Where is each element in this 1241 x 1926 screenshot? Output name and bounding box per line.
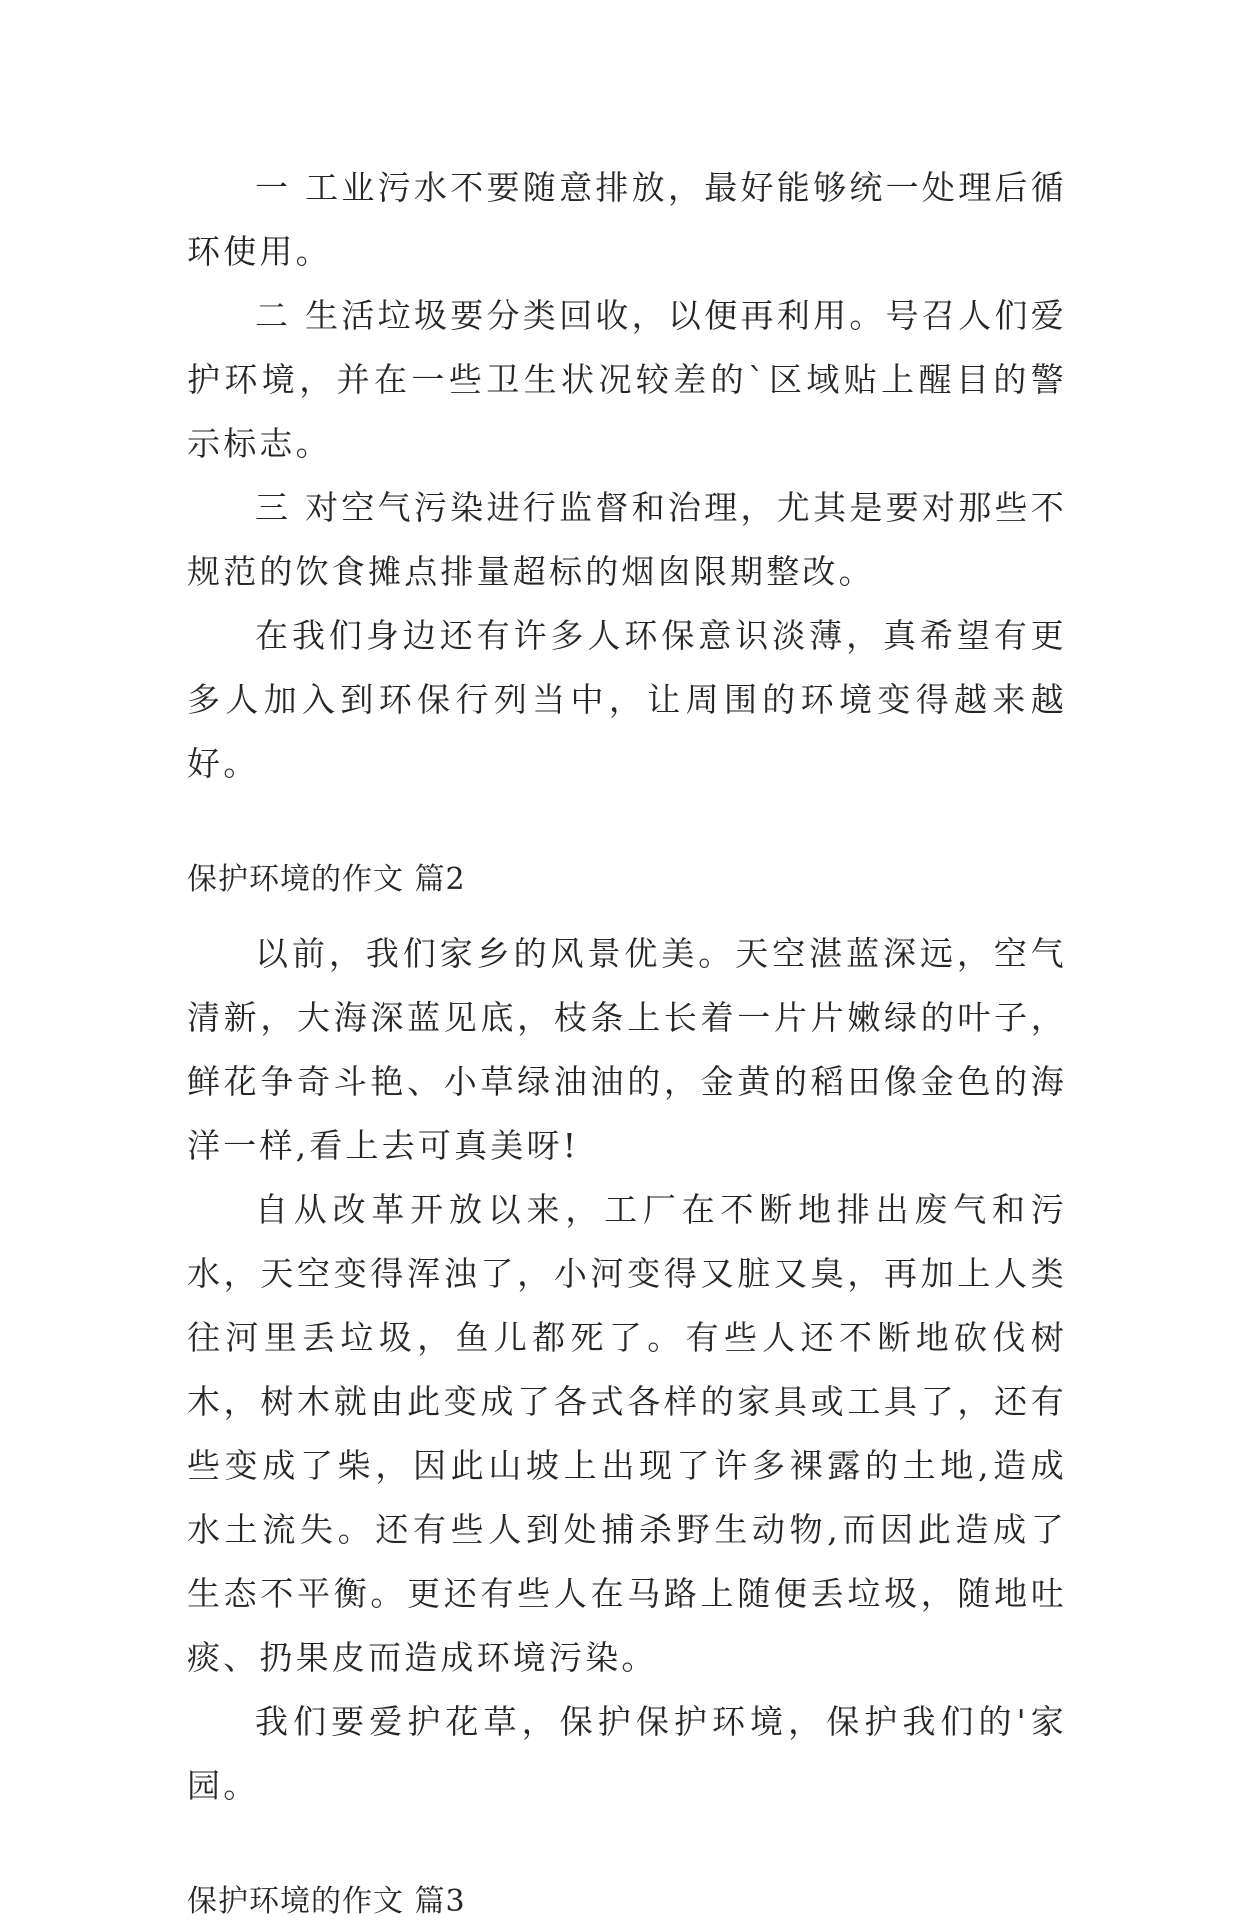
- paragraph-point-one: 一 工业污水不要随意排放，最好能够统一处理后循环使用。: [187, 168, 1067, 271]
- section2-paragraph-3: 我们要爱护花草，保护保护环境，保护我们的'家园。: [187, 1702, 1067, 1805]
- paragraph-point-two: 二 生活垃圾要分类回收，以便再利用。号召人们爱护环境，并在一些卫生状况较差的`区域贴上醒目的警示标志。: [187, 296, 1067, 463]
- section-heading-2: 保护环境的作文 篇2: [187, 862, 466, 897]
- section-spacer: [187, 1818, 1067, 1878]
- section2-paragraph-2: 自从改革开放以来，工厂在不断地排出废气和污水，天空变得浑浊了，小河变得又脏又臭，再加上人类往河里丢垃圾，鱼儿都死了。有些人还不断地砍伐树木，树木就由此变成了各式各样的家具或工具了，还有些变成了柴，因此山坡上出现了许多裸露的土地,造成水土流失。还有些人到处捕杀野生动物,而因此造成了生态不平衡。更还有些人在马路上随便丢垃圾，随地吐痰、扔果皮而造成环境污染。: [187, 1190, 1067, 1677]
- paragraph-point-three: 三 对空气污染进行监督和治理，尤其是要对那些不规范的饮食摊点排量超标的烟囱限期整改。: [187, 488, 1067, 591]
- section-spacer: [187, 796, 1067, 856]
- paragraph-closing: 在我们身边还有许多人环保意识淡薄，真希望有更多人加入到环保行列当中，让周围的环境变得越来越好。: [187, 616, 1067, 783]
- section2-paragraph-1: 以前，我们家乡的风景优美。天空湛蓝深远，空气清新，大海深蓝见底，枝条上长着一片片嫩绿的叶子，鲜花争奇斗艳、小草绿油油的，金黄的稻田像金色的海洋一样,看上去可真美呀!: [187, 934, 1067, 1165]
- section-heading-3: 保护环境的作文 篇3: [187, 1884, 466, 1919]
- document-page: [187, 156, 1067, 1926]
